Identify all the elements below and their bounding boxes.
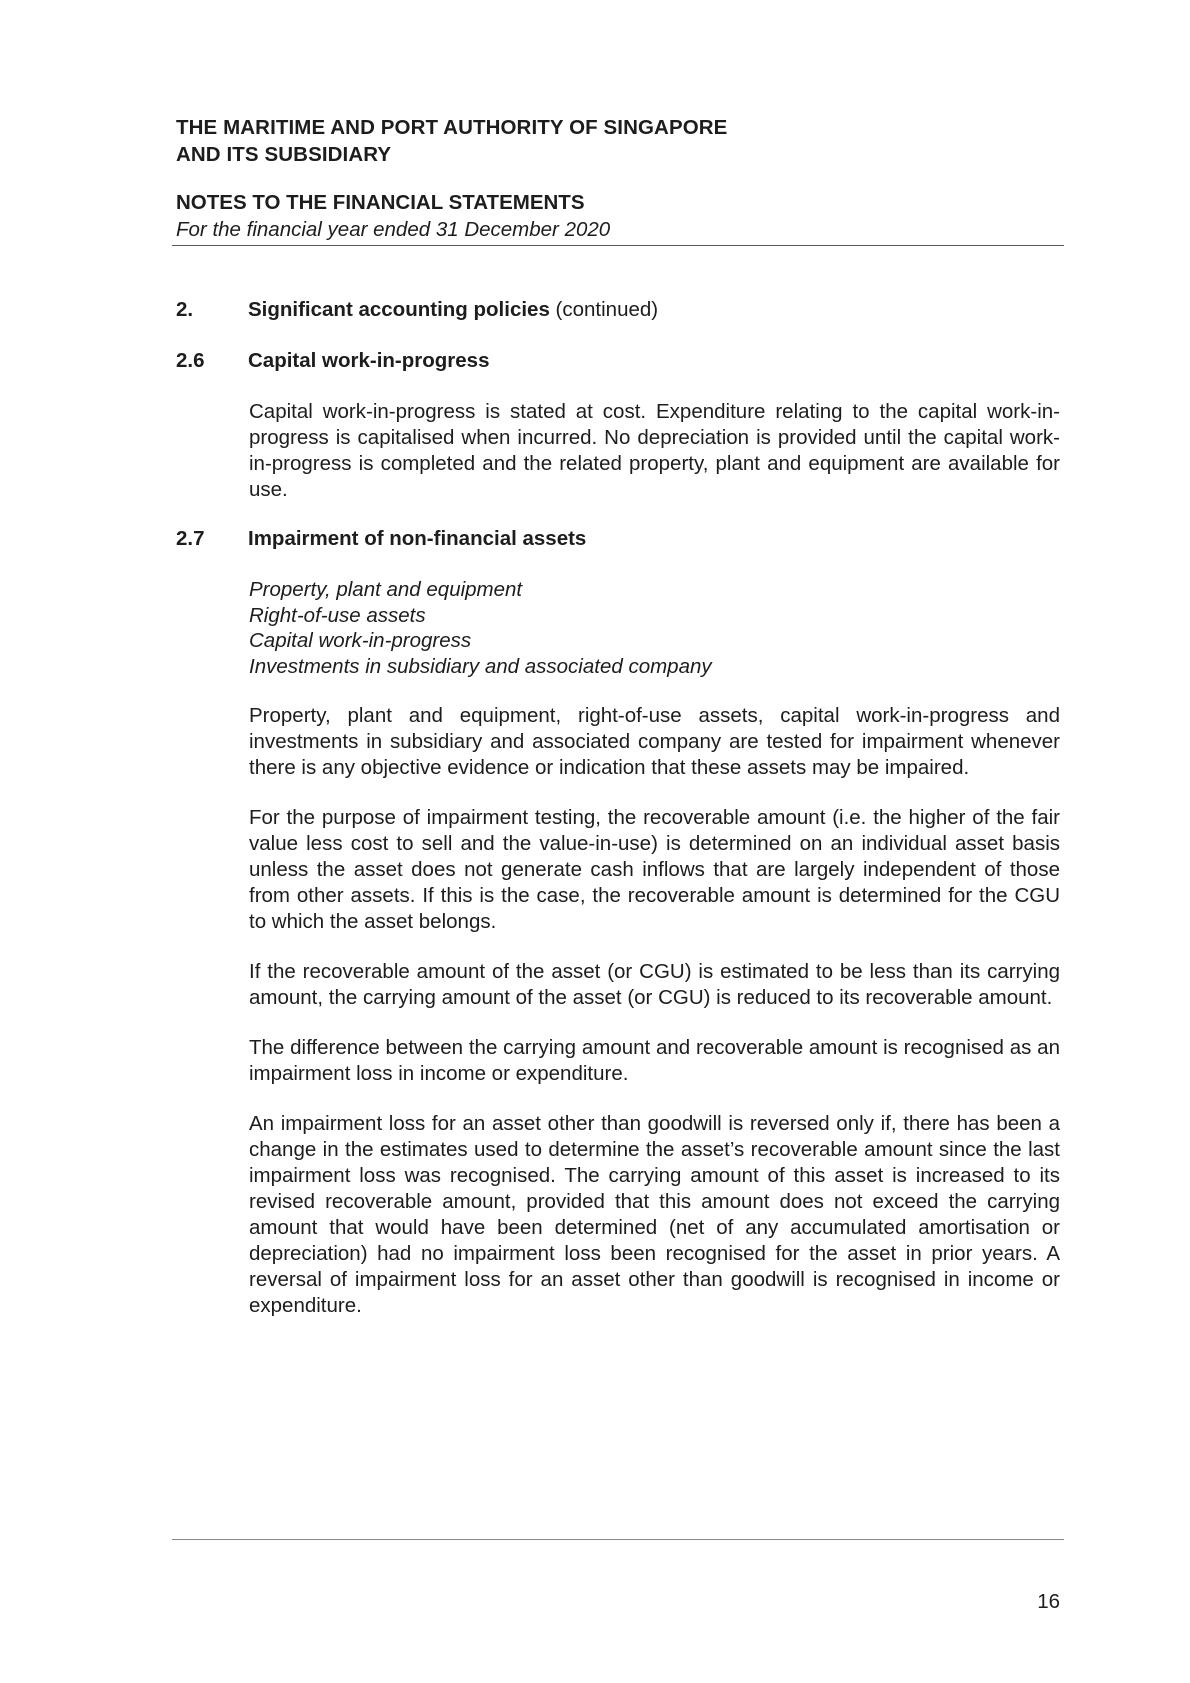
section-2-6-body [249, 399, 1060, 527]
section-2-6-title: Capital work-in-progress [248, 349, 490, 372]
section-2-7-title-wrap [248, 526, 586, 552]
impairment-reversal-paragraph: An impairment loss for an asset other than goodwill is reversed only if, there has been a change in the estimates used to determine the asset’s recoverable amount since the last impairment loss was recognised. The carrying amount of this asset is increased to its revised recoverable amount, provided that this amount does not exceed the carrying amount that would have been determined (net of any accumulated amortisation or depreciation) had no impairment loss been recognised for the asset in prior years. A reversal of impairment loss for an asset other than goodwill is recognised in income or expenditure. [249, 1112, 1060, 1317]
section-2-7-body [249, 577, 1060, 1343]
document-header [176, 114, 1064, 243]
section-2-6-number: 2.6 [176, 349, 205, 372]
recoverable-amount-paragraph: For the purpose of impairment testing, the recoverable amount (i.e. the higher of the fair value less cost to sell and the value-in-use) is determined on an individual asset basis unless the asset does not generate cash inflows that are largely independent of those from other assets. If this is the case, the recoverable amount is determined for the CGU to which the asset belongs. [249, 806, 1060, 933]
section-2-suffix: (continued) [549, 298, 659, 321]
organization-name-line-1: THE MARITIME AND PORT AUTHORITY OF SINGAPORE [176, 116, 728, 139]
notes-title: NOTES TO THE FINANCIAL STATEMENTS [176, 191, 585, 214]
page-number: 16 [1037, 1590, 1060, 1613]
section-2-title-wrap [248, 297, 658, 323]
footer-divider [172, 1539, 1064, 1540]
reporting-period: For the financial year ended 31 December 2020 [176, 218, 611, 241]
impairment-testing-paragraph: Property, plant and equipment, right-of-use assets, capital work-in-progress and investments in subsidiary and associated company are tested for impairment whenever there is any objective evidence or indication that these assets may be impaired. [249, 704, 1060, 779]
asset-category-item: Investments in subsidiary and associated company [249, 654, 712, 678]
asset-category-item: Right-of-use assets [249, 603, 426, 627]
section-2-title: Significant accounting policies [248, 298, 550, 321]
section-2-6-paragraph: Capital work-in-progress is stated at cost. Expenditure relating to the capital work-in-progress is capitalised when incurred. No depreciation is provided until the capital work-in-progress is completed and the related property, plant and equipment are available for use. [249, 400, 1060, 501]
organization-name-line-2: AND ITS SUBSIDIARY [176, 143, 392, 166]
asset-category-item: Property, plant and equipment [249, 578, 523, 601]
asset-category-list [249, 577, 1060, 679]
section-2-7-number: 2.7 [176, 527, 205, 550]
carrying-amount-paragraph: If the recoverable amount of the asset (or CGU) is estimated to be less than its carrying amount, the carrying amount of the asset (or CGU) is reduced to its recoverable amount. [249, 960, 1060, 1009]
section-2-number: 2. [176, 298, 194, 321]
header-divider [172, 245, 1064, 246]
asset-category-item: Capital work-in-progress [249, 629, 472, 652]
impairment-loss-paragraph: The difference between the carrying amount and recoverable amount is recognised as an impairment loss in income or expenditure. [249, 1036, 1060, 1085]
section-2-7-title: Impairment of non-financial assets [248, 527, 587, 550]
section-2-6-title-wrap [248, 348, 490, 374]
